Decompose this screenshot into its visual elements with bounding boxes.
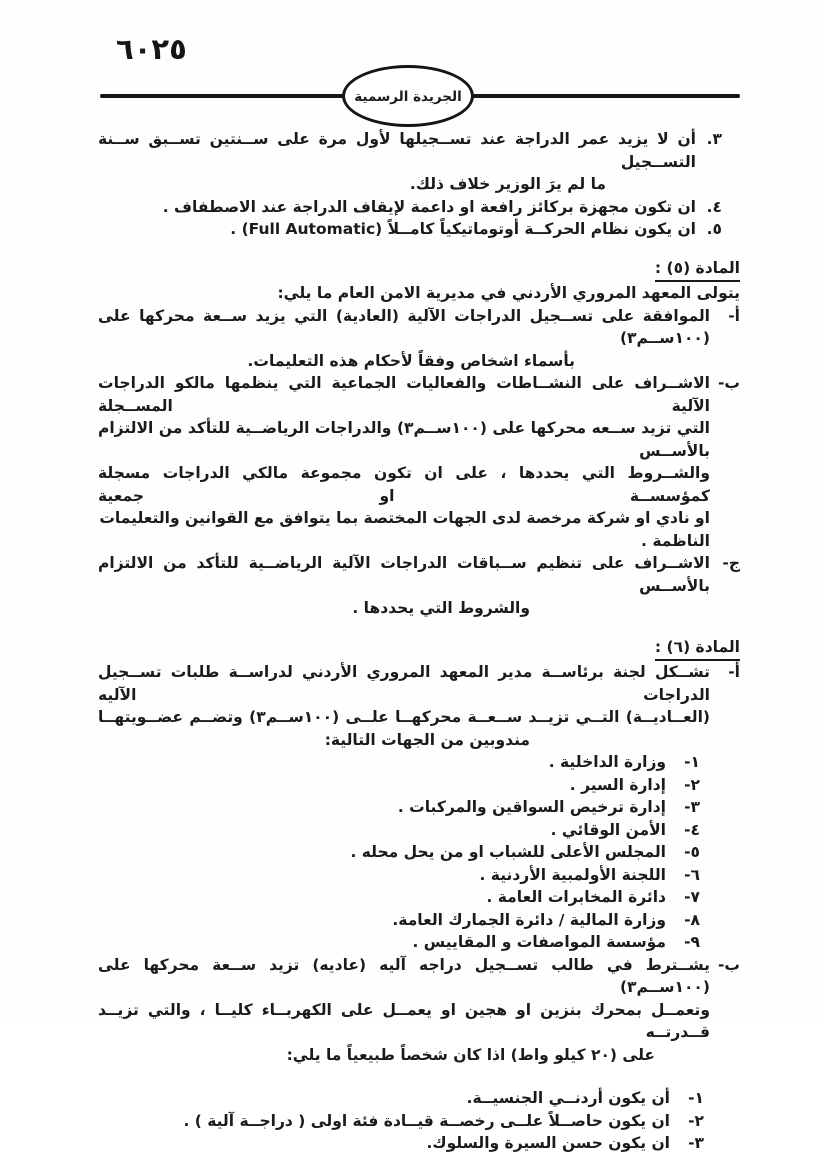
article-6-title: المادة (٦) : — [655, 636, 740, 662]
text-line: الاشــراف على تنظيم ســباقات الدراجات الآلية الرياضــية للتأكد من الالتزام بالأســس — [98, 554, 710, 595]
item-text — [98, 128, 696, 196]
text-line: مندوبين من الجهات التالية: — [324, 730, 530, 749]
item-number: ٣- — [688, 1134, 704, 1152]
item-number: ٦- — [684, 865, 700, 884]
item-number: ٢- — [684, 775, 700, 794]
text-line: او نادي او شركة مرخصة لدى الجهات المختصة بما يتوافق مع القوانين والتعليمات الناظمة . — [99, 509, 710, 550]
text-line: التي تزيد ســعه محركها على (١٠٠ســم٣) والدراجات الرياضــية للتأكد من الالتزام بالأســس — [98, 419, 710, 460]
text-line: يشــترط في طالب تســجيل دراجه آليه (عاديه) تزيد ســعة محركها على (١٠٠ســم٣) — [98, 955, 710, 996]
article-6-heading — [98, 636, 740, 662]
conditions-list-continuation — [98, 128, 722, 241]
item-number: ٧- — [684, 888, 700, 906]
text-line: والشــروط التي يحددها ، على ان تكون مجموعة مالكي الدراجات مسجلة كمؤسســة او جمعية — [98, 464, 710, 505]
item-number: ٤. — [706, 197, 722, 216]
article-6-item-b — [98, 954, 740, 1067]
committee-members-list — [98, 751, 700, 954]
list-item — [98, 751, 700, 774]
list-item — [98, 774, 700, 797]
text-line: على (٢٠ كيلو واط) اذا كان شخصاً طبيعياً ما يلي: — [286, 1045, 655, 1064]
article-5-title: المادة (٥) : — [655, 257, 740, 283]
article-5-heading — [98, 257, 740, 283]
item-letter: ب- — [717, 955, 740, 974]
list-item — [98, 909, 700, 932]
list-item — [98, 864, 700, 887]
page-number: ٦٠٢٥ — [116, 32, 187, 66]
item-number: ٢- — [688, 1111, 704, 1130]
item-text: مؤسسة المواصفات و المقاييس . — [412, 933, 666, 951]
item-text — [98, 661, 710, 751]
item-number: ٥. — [706, 220, 722, 238]
item-number: ٥- — [684, 843, 700, 861]
item-text: اللجنة الأولمبية الأردنية . — [479, 865, 666, 884]
item-text — [98, 218, 696, 241]
item-number: ٩- — [684, 933, 700, 951]
text-line: بأسماء اشخاص وفقاً لأحكام هذه التعليمات. — [247, 351, 575, 370]
text-line: والشروط التي يحددها . — [352, 599, 530, 617]
item-number: ١- — [688, 1089, 704, 1107]
item-number: ٣- — [684, 798, 700, 816]
text-line: تشــكل لجنة برئاســة مدير المعهد المروري الأردني لدراســة طلبات تســجيل الدراجات الآليه — [98, 663, 710, 704]
list-item — [98, 196, 722, 219]
item-number: ٤- — [684, 820, 700, 839]
text-line: ما لم يرَ الوزير خلاف ذلك. — [409, 175, 606, 193]
item-text: أن يكون أردنــي الجنسيــة. — [466, 1089, 670, 1107]
item-text — [98, 954, 710, 1067]
item-text: وزارة المالية / دائرة الجمارك العامة. — [392, 910, 666, 929]
masthead-oval — [342, 65, 474, 127]
text-line: وتعمــل بمحرك بنزين او هجين او يعمــل على الكهربــاء كليــا ، والتي تزيــد قــدرتــه — [98, 1000, 710, 1041]
list-item — [98, 796, 700, 819]
item-number: ٣. — [706, 130, 722, 148]
item-text: الأمن الوقائي . — [550, 820, 666, 839]
list-item — [98, 128, 722, 196]
list-item — [98, 1132, 704, 1155]
article-5-item-a — [98, 305, 740, 373]
article-5-item-b — [98, 372, 740, 552]
text-line: أن لا يزيد عمر الدراجة عند تســجيلها لأول مرة على ســنتين تســبق ســنة التســجيل — [98, 130, 696, 171]
article-5-intro: يتولى المعهد المروري الأردني في مديرية الامن العام ما يلي: — [277, 284, 740, 302]
list-item — [98, 1110, 704, 1133]
list-item — [98, 931, 700, 954]
item-text — [98, 305, 710, 373]
text-line: ان تكون مجهزة بركائز رافعة او داعمة لإيقاف الدراجة عند الاصطفاف . — [162, 197, 696, 216]
text-line: (العــاديــة) التــي تزيــد ســعــة محركهــا علــى (١٠٠ســم٣) وتضــم عضــويتهــا — [98, 708, 710, 726]
item-text — [98, 196, 696, 219]
masthead-title: الجريدة الرسمية — [354, 89, 462, 105]
item-text: إدارة السير . — [569, 775, 666, 794]
list-item — [98, 218, 722, 241]
list-item — [98, 886, 700, 909]
item-letter: أ- — [728, 306, 740, 325]
list-item — [98, 1087, 704, 1110]
item-number: ١- — [684, 753, 700, 771]
item-text: ان يكون حاصــلاً علــى رخصــة قيــادة فئة اولى ( دراجــة آلية ) . — [183, 1111, 670, 1130]
applicant-conditions-list — [98, 1087, 704, 1155]
item-text: المجلس الأعلى للشباب او من يحل محله . — [350, 843, 666, 861]
item-number: ٨- — [684, 910, 700, 929]
item-text: وزارة الداخلية . — [548, 753, 666, 771]
text-line: الاشــراف على النشــاطات والفعاليات الجماعية التي ينظمها مالكو الدراجات الآلية المســجلة — [98, 374, 710, 415]
item-letter: ب- — [717, 374, 740, 392]
article-5-item-c — [98, 552, 740, 620]
item-letter: ج- — [722, 554, 740, 572]
text-line: الموافقة على تســجيل الدراجات الآلية (العادية) التي يزيد ســعة محركها على (١٠٠ســم٣) — [98, 306, 710, 347]
article-6-item-a — [98, 661, 740, 751]
item-text: إدارة ترخيص السواقين والمركبات . — [397, 798, 666, 816]
item-letter: أ- — [728, 663, 740, 681]
list-item — [98, 819, 700, 842]
list-item — [98, 841, 700, 864]
item-text — [98, 372, 710, 552]
document-body — [98, 128, 740, 1155]
item-text — [98, 552, 710, 620]
text-line: ان يكون نظام الحركــة أوتوماتيكياً كامــلاً (Full Automatic) . — [230, 220, 696, 238]
item-text: دائرة المخابرات العامة . — [486, 888, 666, 906]
item-text: ان يكون حسن السيرة والسلوك. — [426, 1134, 670, 1152]
